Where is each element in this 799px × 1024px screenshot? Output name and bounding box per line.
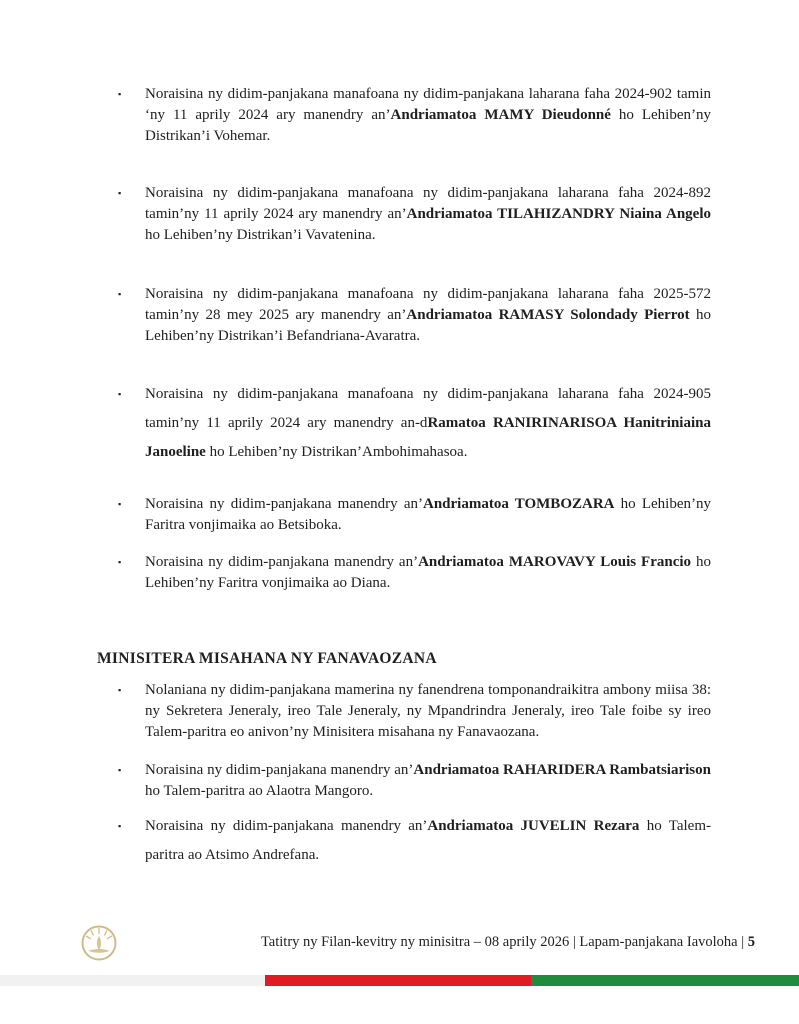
bullet-marker-icon: ▪ [118, 765, 122, 775]
bullet-marker-icon: ▪ [118, 289, 122, 299]
decree-text: ho Lehiben’ny Faritra vonjimaika ao Diana. [145, 554, 711, 591]
bullet-text [145, 284, 711, 347]
bullet-text [145, 760, 711, 802]
presidential-seal-icon [74, 918, 124, 968]
decree-text: ho Lehiben’ny Distrikan’i Befandriana-Avaratra. [145, 307, 712, 344]
report-section [97, 84, 711, 594]
section-heading: MINISITERA MISAHANA NY FANAVAOZANA [97, 650, 437, 667]
appointee-name: Andriamatoa TOMBOZARA [423, 496, 615, 512]
decree-text: Noraisina ny didim-panjakana manendry an’ [145, 762, 414, 778]
bullet-text [145, 680, 711, 743]
appointee-name: Andriamatoa RAHARIDERA Rambatsiarison [413, 762, 711, 778]
bullet-item [97, 552, 711, 594]
decree-text: Noraisina ny didim-panjakana manafoana ny didim-panjakana laharana faha 2024-892 tamin’ny 11 aprily 2024 ary manendry an’ [145, 185, 711, 222]
decree-text: ho Lehiben’ny Distrikan’Ambohimahasoa. [205, 444, 468, 460]
decree-text: ho Talem-paritra ao Atsimo Andrefana. [145, 818, 711, 863]
decree-text: Noraisina ny didim-panjakana manafoana ny didim-panjakana laharana faha 2024-905 tamin’ny 11 aprily 2024 ary manendry an-d [145, 386, 711, 431]
bullet-marker-icon: ▪ [118, 685, 122, 695]
decree-text: Noraisina ny didim-panjakana manendry an’ [145, 554, 419, 570]
bullet-text [145, 812, 711, 870]
page-footer [0, 910, 799, 970]
bullet-item [97, 183, 711, 246]
footer-page-number: 5 [747, 934, 755, 950]
decree-text: Nolaniana ny didim-panjakana mamerina ny fanendrena tomponandraikitra ambony miisa 38: ny Sekretera Jeneraly, ireo Tale Jeneraly, ny Mpandrindra Jeneraly, ireo Tale foibe sy ireo Talem-paritra eo anivon’ny Minisitera misahana ny Fanavaozana. [145, 682, 711, 740]
flag-bar-gray-segment [0, 975, 265, 986]
bullet-text [145, 552, 711, 594]
bullet-item [97, 812, 711, 870]
bullet-text [145, 494, 711, 536]
appointee-name: Andriamatoa JUVELIN Rezara [427, 818, 640, 834]
appointee-name: Andriamatoa MAMY Dieudonné [390, 107, 611, 123]
appointee-name: Andriamatoa MAROVAVY Louis Francio [418, 554, 692, 570]
report-body [97, 84, 711, 870]
appointee-name: Andriamatoa RAMASY Solondady Pierrot [406, 307, 690, 323]
report-section [97, 648, 711, 870]
footer-caption-text: Tatitry ny Filan-kevitry ny minisitra – 08 aprily 2026 | Lapam-panjakana Iavoloha | [260, 934, 748, 950]
bullet-text [145, 84, 711, 147]
appointee-name: Ramatoa RANIRINARISOA Hanitriniaina Janoeline [145, 415, 711, 460]
decree-text: Noraisina ny didim-panjakana manendry an’ [145, 496, 423, 512]
bullet-item [97, 760, 711, 802]
flag-color-bar [0, 975, 799, 986]
bullet-item [97, 680, 711, 743]
appointee-name: Andriamatoa TILAHIZANDRY Niaina Angelo [406, 206, 712, 222]
decree-text: Noraisina ny didim-panjakana manafoana ny didim-panjakana laharana faha 2024-902 tamin ‘ny 11 aprily 2024 ary manendry an’ [145, 86, 711, 123]
bullet-marker-icon: ▪ [118, 499, 122, 509]
footer-caption [261, 934, 755, 951]
decree-text: Noraisina ny didim-panjakana manendry an’ [145, 818, 428, 834]
bullet-marker-icon: ▪ [118, 389, 122, 399]
bullet-text [145, 183, 711, 246]
bullet-marker-icon: ▪ [118, 557, 122, 567]
bullet-item [97, 380, 711, 467]
bullet-text [145, 380, 711, 467]
flag-bar-red-segment [265, 975, 530, 986]
decree-text: ho Talem-paritra ao Alaotra Mangoro. [145, 783, 374, 799]
bullet-item [97, 84, 711, 147]
decree-text: Noraisina ny didim-panjakana manafoana ny didim-panjakana laharana faha 2025-572 tamin’ny 28 mey 2025 ary manendry an’ [145, 286, 711, 323]
decree-text: ho Lehiben’ny Distrikan’i Vavatenina. [145, 227, 376, 243]
bullet-marker-icon: ▪ [118, 89, 122, 99]
decree-text: ho Lehiben’ny Distrikan’i Vohemar. [145, 107, 711, 144]
decree-text: ho Lehiben’ny Faritra vonjimaika ao Betsiboka. [145, 496, 711, 533]
bullet-marker-icon: ▪ [118, 188, 122, 198]
flag-bar-green-segment [531, 975, 799, 986]
bullet-marker-icon: ▪ [118, 821, 122, 831]
bullet-item [97, 284, 711, 347]
bullet-item [97, 494, 711, 536]
